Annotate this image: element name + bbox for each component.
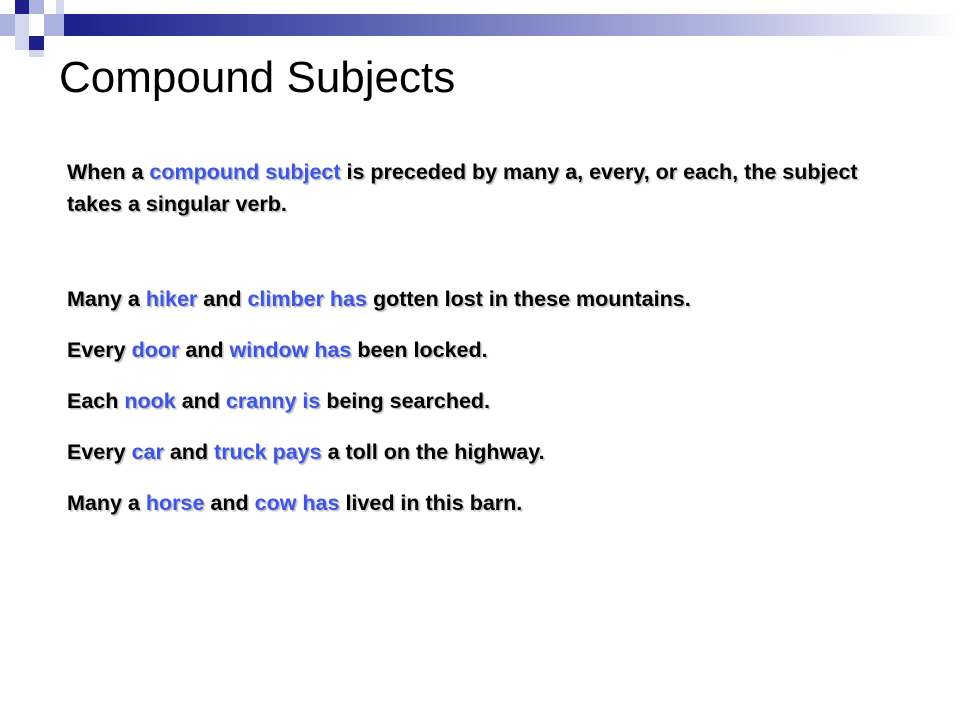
sentence-text: and: [163, 440, 215, 464]
highlighted-word: is: [302, 389, 321, 413]
corner-square-light: [44, 14, 64, 36]
corner-square-pale: [15, 36, 29, 50]
rule-statement: [67, 156, 867, 220]
corner-square-dark: [29, 36, 44, 50]
corner-square-dark: [15, 0, 29, 14]
example-sentence: [67, 385, 867, 436]
sentence-text: and: [179, 338, 230, 362]
sentence-text: Many a: [67, 287, 146, 311]
sentence-text: being searched.: [320, 389, 491, 413]
highlighted-word: pays: [272, 440, 322, 464]
corner-square-pale: [29, 50, 44, 57]
highlighted-word: window: [229, 338, 309, 362]
sentence-text: been locked.: [351, 338, 488, 362]
corner-square-light: [0, 14, 15, 36]
highlighted-word: cow: [254, 491, 297, 515]
highlighted-word: hiker: [145, 287, 198, 311]
highlighted-word: nook: [124, 389, 176, 413]
rule-text: is preceded by many a, every, or each, the subject takes a singular verb.: [67, 160, 858, 216]
gradient-title-bar: [64, 14, 960, 36]
example-sentence: [67, 436, 867, 487]
sentence-text: Each: [67, 389, 125, 413]
corner-square-pale: [15, 14, 29, 36]
example-list: [67, 283, 867, 538]
slide-title: Compound Subjects: [59, 53, 456, 102]
highlighted-word: climber: [247, 287, 324, 311]
rule-highlight: compound subject: [149, 160, 341, 184]
sentence-text: gotten lost in these mountains.: [366, 287, 691, 311]
highlighted-word: horse: [145, 491, 205, 515]
slide-content: [67, 156, 867, 515]
sentence-text: and: [204, 491, 255, 515]
highlighted-word: truck: [214, 440, 267, 464]
corner-square-light: [29, 0, 44, 14]
highlighted-word: has: [302, 491, 340, 515]
example-sentence: [67, 487, 867, 538]
sentence-text: Many a: [67, 491, 146, 515]
sentence-text: Every: [67, 440, 132, 464]
sentence-text: and: [175, 389, 226, 413]
sentence-text: and: [197, 287, 248, 311]
highlighted-word: car: [131, 440, 164, 464]
sentence-text: a toll on the highway.: [321, 440, 545, 464]
highlighted-word: has: [314, 338, 352, 362]
highlighted-word: cranny: [225, 389, 297, 413]
sentence-text: Every: [67, 338, 132, 362]
highlighted-word: has: [329, 287, 367, 311]
example-sentence: [67, 283, 867, 334]
highlighted-word: door: [131, 338, 180, 362]
example-sentence: [67, 334, 867, 385]
rule-text: When a: [67, 160, 150, 184]
sentence-text: lived in this barn.: [339, 491, 523, 515]
corner-square-pale: [56, 0, 64, 14]
